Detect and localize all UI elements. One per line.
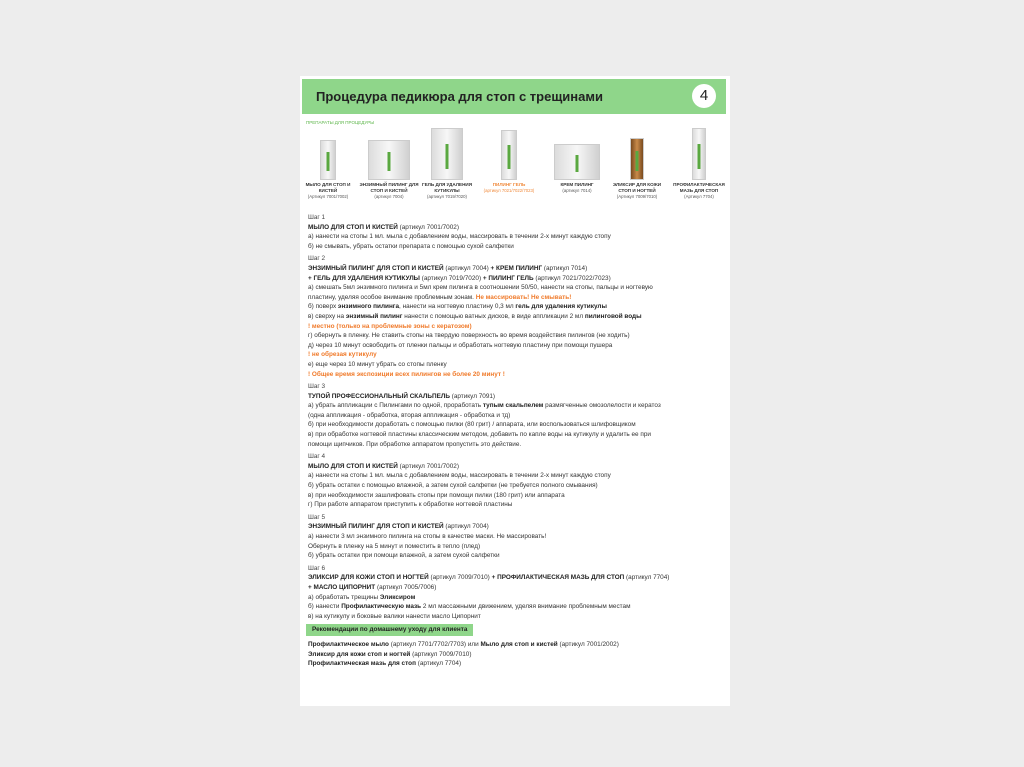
text-line <box>308 420 726 430</box>
text-line <box>308 551 726 561</box>
text-segment: (артикул 7001/7002) <box>397 462 459 470</box>
text-segment: а) нанести на стопы 1 мл. мыла с добавлением воды, массировать в течении 2-х минут каждую стопу <box>308 472 611 480</box>
text-segment: в) на кутикулу и боковые валики нанести масло Ципорнит <box>308 612 481 620</box>
bold-text: Профилактическое мыло <box>308 640 389 648</box>
text-line <box>308 274 726 284</box>
text-segment: е) еще через 10 минут убрать со стопы пленку <box>308 360 447 368</box>
products-label: ПРЕПАРАТЫ ДЛЯ ПРОЦЕДУРЫ <box>306 120 375 125</box>
warning-text: Не массировать! Не смывать! <box>475 293 572 301</box>
product-image <box>416 128 478 180</box>
page-number-badge: 4 <box>692 84 716 108</box>
product-item <box>297 128 359 200</box>
product-image <box>606 128 668 180</box>
text-line <box>308 331 726 341</box>
text-line <box>308 350 726 360</box>
text-line <box>308 491 726 501</box>
text-segment: (одна аппликация - обработка, вторая аппликация - обработка и тд) <box>308 411 511 419</box>
product-image <box>297 128 359 180</box>
text-line <box>308 242 726 252</box>
text-segment: а) нанести на стопы 1 мл. мыла с добавлением воды, массировать в течении 2-х минут каждую стопу <box>308 233 611 241</box>
text-line <box>308 481 726 491</box>
product-item <box>478 128 540 194</box>
text-segment: (артикул 7001/2002) <box>557 640 619 648</box>
product-name: КРЕМ ПИЛИНГ <box>560 182 594 187</box>
text-line <box>308 532 726 542</box>
product-article: (Артикул 7001/7002) <box>307 194 349 199</box>
product-image <box>668 128 730 180</box>
text-line <box>308 500 726 510</box>
text-line <box>308 471 726 481</box>
text-segment: г) обернуть в пленку. Не ставить стопы на твердую поверхность во время воздействия пилингов (не ходить) <box>308 332 630 340</box>
document-page <box>300 76 730 706</box>
text-line <box>308 430 726 440</box>
text-segment: б) не смывать, убрать остатки препарата с помощью сухой салфетки <box>308 242 514 250</box>
text-segment: Обернуть в пленку на 5 минут и поместить в тепло (плед) <box>308 542 481 550</box>
product-item <box>546 128 608 194</box>
bold-text: МЫЛО ДЛЯ СТОП И КИСТЕЙ <box>308 223 398 231</box>
text-line <box>308 370 726 380</box>
text-line <box>308 411 726 421</box>
text-segment: а) обработать трещины <box>308 593 380 601</box>
bold-text: + ПИЛИНГ ГЕЛЬ <box>482 274 534 282</box>
text-line <box>308 650 726 660</box>
text-line <box>308 223 726 233</box>
step-heading: Шаг 2 <box>308 255 326 263</box>
text-segment: нанести с помощью ватных дисков, в виде аппликации 2 мл <box>402 312 585 320</box>
text-segment: (артикул 7004) <box>443 523 489 531</box>
product-name: ГЕЛЬ ДЛЯ УДАЛЕНИЯ КУТИКУЛЫ <box>421 182 473 193</box>
warning-text: ! местно (только на проблемные зоны с кератозом) <box>308 322 472 330</box>
text-segment: (артикул 7009/7010) <box>428 574 492 582</box>
step-heading: Шаг 5 <box>308 513 326 521</box>
product-item <box>416 128 478 200</box>
text-segment: 2 мл массажными движением, уделяя внимание проблемным местам <box>421 603 631 611</box>
text-segment: б) при необходимости доработать с помощью пилки (80 грит) / аппарата, или воспользоваться шлифовщиком <box>308 421 636 429</box>
bold-text: гель для удаления кутикулы <box>515 303 607 311</box>
text-segment: (артикул 7005/7006) <box>375 583 437 591</box>
bold-text: Мыло для стоп и кистей <box>480 640 558 648</box>
bold-text: + ГЕЛЬ ДЛЯ УДАЛЕНИЯ КУТИКУЛЫ <box>308 274 420 282</box>
text-segment: б) убрать остатки при помощи влажной, а затем сухой салфетки <box>308 552 500 560</box>
text-line <box>308 264 726 274</box>
text-line <box>308 440 726 450</box>
bold-text: энзимного пилинга <box>337 303 400 311</box>
text-line <box>308 573 726 583</box>
text-line <box>308 659 726 669</box>
text-segment: г) При работе аппаратом приступить к обработке ногтевой пластины <box>308 501 513 509</box>
bold-text: + КРЕМ ПИЛИНГ <box>490 264 543 272</box>
product-image <box>546 128 608 180</box>
bold-text: МЫЛО ДЛЯ СТОП И КИСТЕЙ <box>308 462 398 470</box>
text-line <box>308 302 726 312</box>
product-name: МЫЛО ДЛЯ СТОП И КИСТЕЙ <box>305 182 351 193</box>
text-line <box>308 462 726 472</box>
product-name: ЭЛИКСИР ДЛЯ КОЖИ СТОП И НОГТЕЙ <box>612 182 662 193</box>
text-segment: (артикул 7014) <box>542 264 588 272</box>
text-segment: помощи щипчиков. При обработке аппаратом пропустить это действие. <box>308 440 522 448</box>
text-segment: б) убрать остатки с помощью влажной, а затем сухой салфетки (не требуется полного смывания) <box>308 482 598 490</box>
text-line <box>308 593 726 603</box>
text-line <box>308 293 726 303</box>
text-line <box>308 583 726 593</box>
warning-text: ! не обрезая кутикулу <box>308 351 377 359</box>
text-segment: (артикул 7009/7010) <box>410 650 472 658</box>
bold-text: Эликсир для кожи стоп и ногтей <box>308 650 411 658</box>
bold-text: ЭНЗИМНЫЙ ПИЛИНГ ДЛЯ СТОП И КИСТЕЙ <box>308 523 444 531</box>
product-image <box>478 128 540 180</box>
product-article: (артикул 7014) <box>562 188 592 193</box>
recommendations-heading: Рекомендации по домашнему уходу для клиента <box>306 624 473 636</box>
text-segment: размягченные омозолелости и кератоз <box>543 402 661 410</box>
text-segment: (артикул 7704) <box>624 574 670 582</box>
text-segment: в) при необходимости зашлифовать стопы при помощи пилки (180 грит) или аппарата <box>308 491 565 499</box>
text-line <box>308 640 726 650</box>
bold-text: тупым скальпелем <box>482 402 544 410</box>
product-name: ПРОФИЛАКТИЧЕСКАЯ МАЗЬ ДЛЯ СТОП <box>673 182 725 193</box>
text-line <box>308 341 726 351</box>
product-article: (артикул 7019/7020) <box>427 194 467 199</box>
bold-text: + МАСЛО ЦИПОРНИТ <box>308 583 376 591</box>
text-line <box>308 401 726 411</box>
text-segment: а) смешать 5мл энзимного пилинга и 5мл крем пилинга в соотношении 50/50, нанести на стопы, пальцы и ногтевую <box>308 284 653 292</box>
bold-text: Эликсиром <box>379 593 416 601</box>
step-heading: Шаг 4 <box>308 453 326 461</box>
step-heading: Шаг 1 <box>308 214 326 221</box>
text-segment: (артикул 7704) <box>415 660 462 668</box>
bold-text: Профилактическую мазь <box>341 603 422 611</box>
bold-text: энзимный пилинг <box>345 312 403 320</box>
text-segment: (артикул 7001/7002) <box>397 223 459 231</box>
page-title: Процедура педикюра для стоп с трещинами <box>316 89 603 104</box>
text-segment: д) через 10 минут освободить от пленки пальцы и обработать ногтевую пластину при помощи пушера <box>308 341 613 349</box>
bold-text: Профилактическая мазь для стоп <box>308 660 416 668</box>
text-segment: (артикул 7021/7022/7023) <box>533 274 611 282</box>
text-segment: (артикул 7019/7020) <box>419 274 483 282</box>
procedure-steps <box>308 210 726 669</box>
text-line <box>308 312 726 322</box>
bold-text: пилинговой воды <box>584 312 642 320</box>
bold-text: ЭНЗИМНЫЙ ПИЛИНГ ДЛЯ СТОП И КИСТЕЙ <box>308 264 444 272</box>
step-heading: Шаг 6 <box>308 564 326 572</box>
text-segment: б) нанести <box>308 603 342 611</box>
product-item <box>358 128 420 200</box>
text-line <box>308 542 726 552</box>
product-item <box>668 128 730 200</box>
product-name: ЭНЗИМНЫЙ ПИЛИНГ ДЛЯ СТОП И КИСТЕЙ <box>359 182 419 193</box>
text-line <box>308 322 726 332</box>
text-segment: б) поверх <box>308 303 338 311</box>
text-segment: пластину, уделяя особое внимание проблемным зонам. <box>308 293 476 301</box>
text-segment: (артикул 7701/7702/7703) или <box>388 640 481 648</box>
text-line <box>308 522 726 532</box>
text-line <box>308 232 726 242</box>
text-segment: (артикул 7004) <box>443 264 491 272</box>
bold-text: + ПРОФИЛАКТИЧЕСКАЯ МАЗЬ ДЛЯ СТОП <box>491 574 625 582</box>
text-segment: (артикул 7091) <box>449 392 496 400</box>
text-segment: в) при обработке ногтевой пластины классическим методом, добавить по капле воды на кутикулу и удалить ее при <box>308 431 651 439</box>
text-line <box>308 283 726 293</box>
step-heading: Шаг 3 <box>308 383 326 391</box>
text-line <box>308 360 726 370</box>
product-article: (артикул 7021/7022/7023) <box>483 188 535 193</box>
text-line <box>308 602 726 612</box>
bold-text: ЭЛИКСИР ДЛЯ КОЖИ СТОП И НОГТЕЙ <box>308 574 429 582</box>
text-segment: а) убрать аппликации с Пилингами по одной, проработать <box>308 402 483 410</box>
product-article: (Артикул 7009/7010) <box>616 194 658 199</box>
bold-text: ТУПОЙ ПРОФЕССИОНАЛЬНЫЙ СКАЛЬПЕЛЬ <box>308 392 450 400</box>
product-article: (артикул 7004) <box>374 194 404 199</box>
text-segment: а) нанести 3 мл энзимного пилинга на стопы в качестве маски. Не массировать! <box>308 533 547 540</box>
product-name: ПИЛИНГ ГЕЛЬ <box>492 182 526 187</box>
title-banner <box>302 79 726 114</box>
text-segment: в) сверху на <box>308 312 346 320</box>
text-segment: , нанести на ногтевую пластину 0,3 мл <box>399 303 516 311</box>
product-article: (Артикул 7704) <box>684 194 714 199</box>
warning-text: ! Общее время экспозиции всех пилингов не более 20 минут ! <box>308 370 505 378</box>
text-line <box>308 392 726 402</box>
text-line <box>308 612 726 622</box>
product-image <box>358 128 420 180</box>
product-item <box>606 128 668 200</box>
